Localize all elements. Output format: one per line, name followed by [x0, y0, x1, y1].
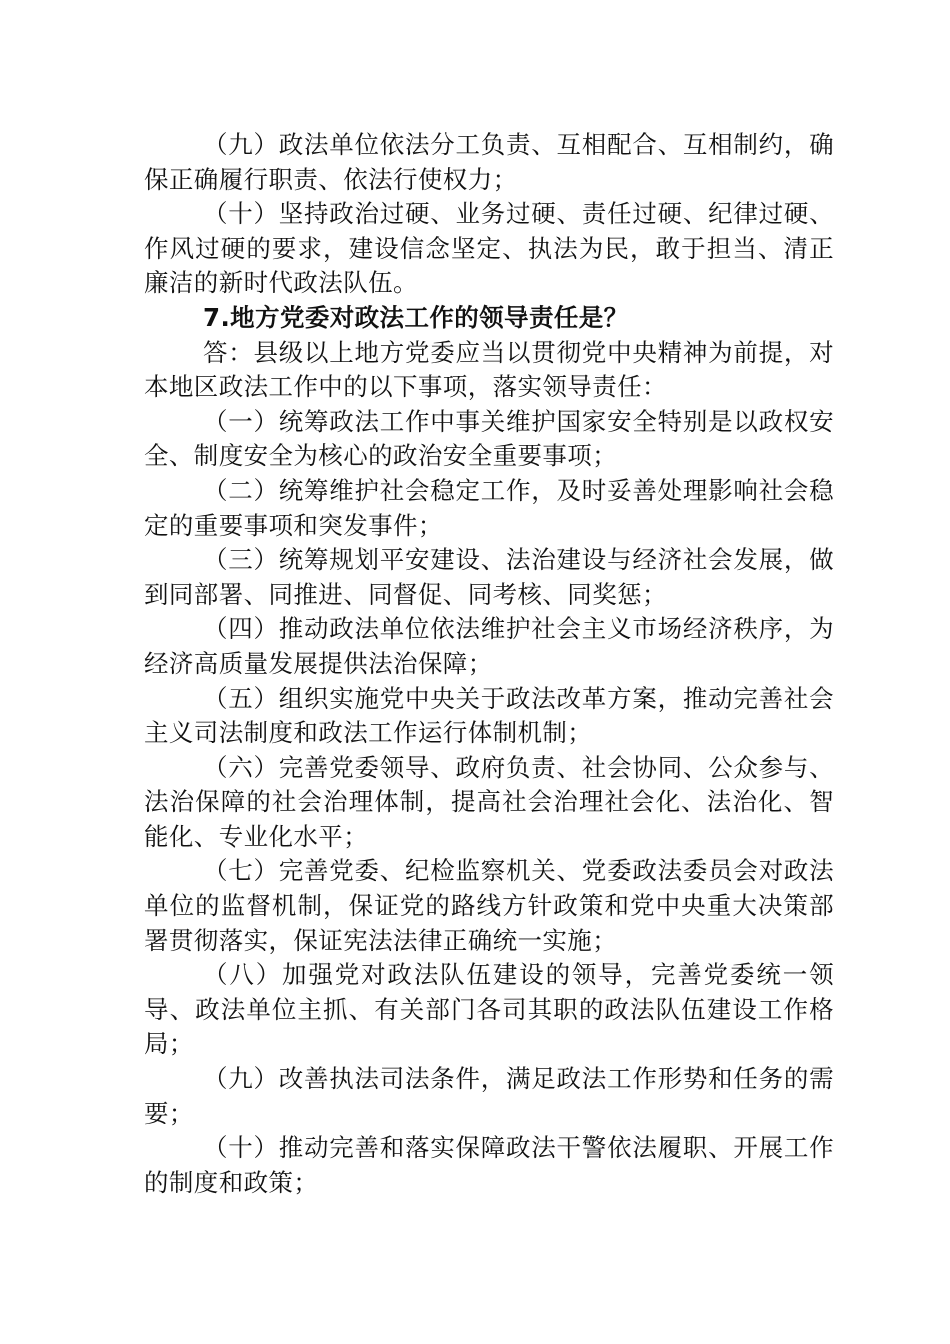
- paragraph-item-nine-a: （九）政法单位依法分工负责、互相配合、互相制约，确保正确履行职责、依法行使权力；: [144, 130, 834, 194]
- paragraph-item-two: （二）统筹维护社会稳定工作，及时妥善处理影响社会稳定的重要事项和突发事件；: [144, 475, 834, 540]
- document-body: [144, 128, 834, 1200]
- paragraph-item-eight: （八）加强党对政法队伍建设的领导，完善党委统一领导、政法单位主抓、有关部门各司其职的政法队伍建设工作格局；: [144, 960, 834, 1059]
- paragraph-item-ten-b: （十）推动完善和落实保障政法干警依法履职、开展工作的制度和政策；: [144, 1133, 834, 1197]
- answer-intro: 答：县级以上地方党委应当以贯彻党中央精神为前提，对本地区政法工作中的以下事项，落实领导责任：: [144, 337, 834, 402]
- paragraph-item-seven: （七）完善党委、纪检监察机关、党委政法委员会对政法单位的监督机制，保证党的路线方针政策和党中央重大决策部署贯彻落实，保证宪法法律正确统一实施；: [144, 856, 834, 955]
- paragraph-item-one: （一）统筹政法工作中事关维护国家安全特别是以政权安全、制度安全为核心的政治安全重要事项；: [144, 406, 834, 471]
- paragraph-item-nine-b: （九）改善执法司法条件，满足政法工作形势和任务的需要；: [144, 1064, 834, 1128]
- paragraph-item-four: （四）推动政法单位依法维护社会主义市场经济秩序，为经济高质量发展提供法治保障；: [144, 614, 834, 678]
- question-heading: 7.地方党委对政法工作的领导责任是？: [203, 302, 629, 332]
- paragraph-item-ten-a: （十）坚持政治过硬、业务过硬、责任过硬、纪律过硬、作风过硬的要求，建设信念坚定、执法为民，敢于担当、清正廉洁的新时代政法队伍。: [144, 199, 834, 298]
- paragraph-item-five: （五）组织实施党中央关于政法改革方案，推动完善社会主义司法制度和政法工作运行体制机制；: [144, 683, 834, 748]
- paragraph-item-three: （三）统筹规划平安建设、法治建设与经济社会发展，做到同部署、同推进、同督促、同考核、同奖惩；: [144, 545, 834, 609]
- paragraph-item-six: （六）完善党委领导、政府负责、社会协同、公众参与、法治保障的社会治理体制，提高社会治理社会化、法治化、智能化、专业化水平；: [144, 752, 834, 851]
